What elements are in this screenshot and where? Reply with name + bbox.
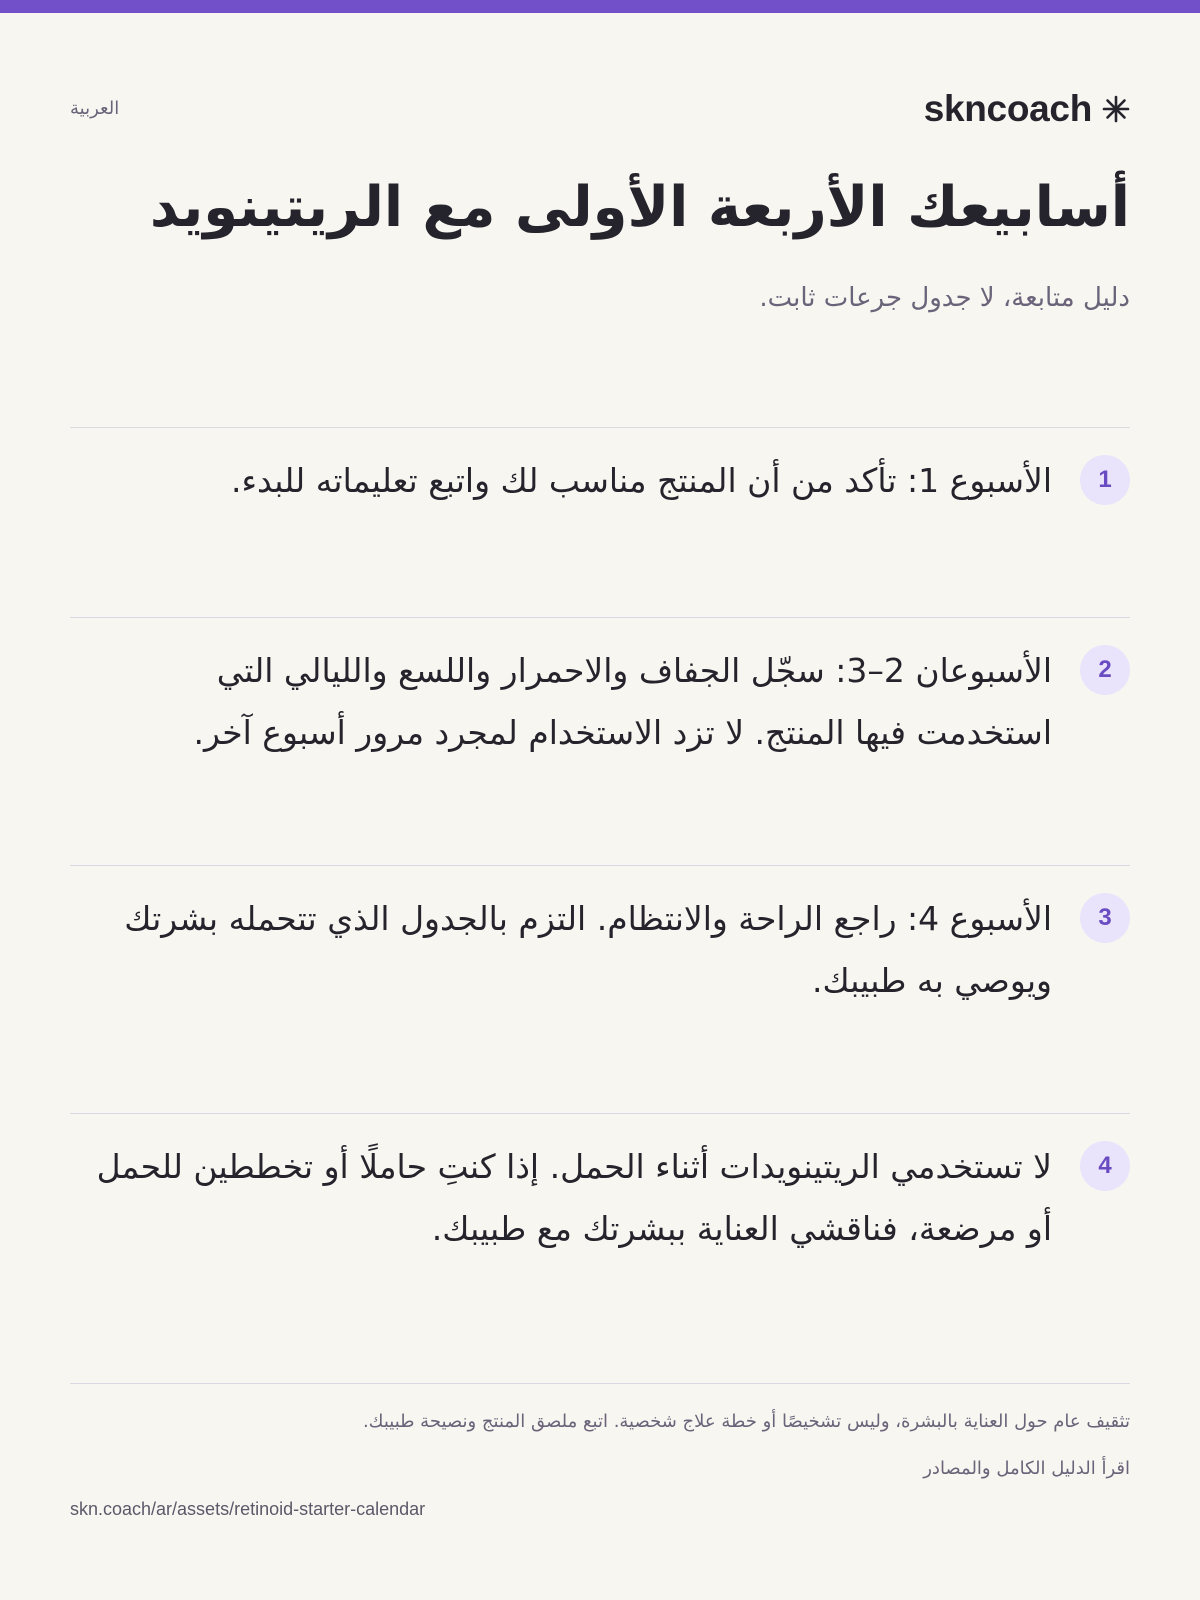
header	[70, 88, 1130, 148]
step-number-badge: 2	[1080, 645, 1130, 695]
step-item-1	[70, 427, 1130, 618]
asterisk-icon	[1102, 95, 1130, 123]
step-item-2	[70, 617, 1130, 866]
page-title: أسابيعك الأربعة الأولى مع الريتينويد	[149, 175, 1130, 240]
step-text: الأسبوع 1: تأكد من أن المنتج مناسب لك واتبع تعليماته للبدء.	[230, 461, 1052, 500]
page	[70, 13, 1130, 1600]
step-item-4	[70, 1113, 1130, 1362]
step-text: لا تستخدمي الريتينويدات أثناء الحمل. إذا كنتِ حاملًا أو تخططين للحمل أو مرضعة، فناقشي العناية ببشرتك مع طبيبك.	[96, 1147, 1052, 1248]
step-item-3	[70, 865, 1130, 1114]
top-accent-bar	[0, 0, 1200, 13]
read-guide-link[interactable]: اقرأ الدليل الكامل والمصادر	[923, 1458, 1130, 1479]
page-url[interactable]: skn.coach/ar/assets/retinoid-starter-calendar	[70, 1499, 426, 1519]
step-text: الأسبوعان 2–3: سجّل الجفاف والاحمرار واللسع والليالي التي استخدمت فيها المنتج. لا تزد الاستخدام لمجرد مرور أسبوع آخر.	[193, 651, 1052, 752]
footer-divider	[70, 1383, 1130, 1384]
step-number-badge: 1	[1080, 455, 1130, 505]
step-number-badge: 3	[1080, 893, 1130, 943]
page-subtitle: دليل متابعة، لا جدول جرعات ثابت.	[759, 283, 1130, 313]
language-label[interactable]: العربية	[70, 98, 120, 119]
step-number-badge: 4	[1080, 1141, 1130, 1191]
brand-name: skncoach	[923, 88, 1092, 129]
disclaimer-text: تثقيف عام حول العناية بالبشرة، وليس تشخيصًا أو خطة علاج شخصية. اتبع ملصق المنتج ونصيحة طبيبك.	[362, 1411, 1130, 1432]
step-text: الأسبوع 4: راجع الراحة والانتظام. التزم بالجدول الذي تتحمله بشرتك ويوصي به طبيبك.	[124, 899, 1052, 1000]
brand	[924, 88, 1130, 130]
